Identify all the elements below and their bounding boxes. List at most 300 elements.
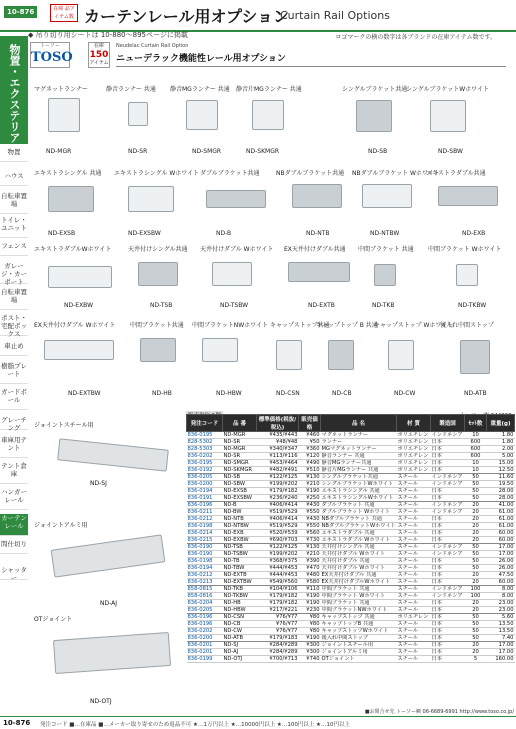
table-cell: 20: [465, 509, 487, 516]
product-name: シングルブラケット共通: [342, 86, 408, 93]
sidebar-item[interactable]: 樹脂プレート: [0, 362, 28, 384]
table-cell: 中間ブラケットNWホワイト: [321, 607, 397, 614]
table-cell: ¥217/¥221: [257, 607, 299, 614]
table-cell: 日本: [431, 628, 465, 635]
table-cell: 日本: [431, 607, 465, 614]
sidebar-item[interactable]: ハウス: [0, 172, 28, 186]
table-cell: 50: [465, 481, 487, 488]
product-cell: [284, 246, 356, 314]
table-cell: スチール: [397, 600, 431, 607]
table-cell: ND-ATB: [223, 635, 257, 642]
table-cell: MGマグネットランナー: [321, 446, 397, 453]
table-cell: ND-MGR: [223, 432, 257, 439]
product-cell: [34, 170, 106, 242]
table-cell: インドネシア: [431, 544, 463, 550]
table-cell: スチール: [397, 551, 431, 558]
joint-cell: [34, 614, 184, 710]
table-cell: 17.00: [487, 649, 515, 656]
table-row: [187, 614, 515, 621]
table-cell: ポリエチレン: [397, 460, 431, 467]
table-row: [187, 621, 515, 628]
product-cell: [374, 322, 454, 402]
table-cell: 828-5303: [187, 446, 223, 453]
table-cell: 静音ランナー 共通: [321, 453, 397, 460]
table-cell: 836-0198: [187, 523, 223, 530]
brand-maker: トーソー: [40, 43, 60, 49]
product-code: ND-EXSB: [48, 230, 76, 237]
joint-image: [51, 534, 166, 577]
table-cell: 858-0815: [187, 586, 223, 593]
table-cell: ¥50: [299, 439, 321, 446]
table-cell: ¥550: [299, 509, 321, 516]
product-name: EX天井付けダブル共通: [284, 246, 346, 253]
table-cell: 20: [465, 523, 487, 530]
table-cell: スチール: [397, 481, 431, 488]
product-name: 天井付けシングル共通: [128, 246, 188, 253]
column-header: 重量(g): [487, 415, 515, 432]
table-cell: キャップストップ 共通: [321, 614, 397, 621]
product-image: [288, 262, 350, 282]
table-cell: 836-0212: [187, 516, 223, 523]
table-cell: 23.00: [487, 607, 515, 614]
table-row: [187, 488, 515, 495]
column-header: 品 番: [223, 415, 257, 432]
product-code: ND-SBW: [438, 148, 463, 155]
page-title: カーテンレール用オプション: [84, 7, 290, 26]
table-cell: 836-0201: [187, 642, 223, 649]
table-cell: インドネシア: [431, 593, 463, 599]
table-cell: キャップトップB 共通: [321, 621, 397, 628]
product-image: [128, 186, 174, 212]
table-cell: 20: [465, 600, 487, 607]
product-code: ND-CW: [394, 390, 416, 397]
table-cell: ¥406/¥414: [257, 502, 299, 509]
table-cell: ジョイントアルミ用: [321, 649, 397, 656]
table-cell: ND-MGR: [223, 446, 257, 453]
table-cell: 836-0200: [187, 635, 223, 642]
joint-code: ND-AJ: [100, 600, 118, 607]
product-image: [48, 186, 94, 212]
joint-name: ジョイントスチール用: [34, 422, 94, 429]
product-code: ND-CB: [332, 390, 352, 397]
table-cell: 日本: [431, 558, 465, 565]
table-cell: 1.80: [487, 432, 515, 439]
table-cell: 日本: [431, 600, 465, 607]
page-footer: [0, 716, 516, 729]
table-cell: ND-B: [223, 502, 257, 509]
table-cell: 日本: [431, 488, 465, 495]
table-cell: ¥122/¥125: [257, 474, 299, 481]
product-name: シングルブラケットWホワイト: [406, 86, 490, 93]
product-cell: [440, 322, 510, 402]
sidebar-item[interactable]: 間仕切り: [0, 540, 28, 554]
table-cell: EX天井付けダブルWホワイト: [321, 579, 397, 586]
product-name: 中間ブラケット共通: [130, 322, 184, 329]
stock-badge: 在庫 品アイテム数: [50, 4, 78, 22]
table-cell: ND-CB: [223, 621, 257, 628]
table-cell: ¥130: [299, 474, 321, 481]
sidebar-item[interactable]: フェンス: [0, 242, 28, 256]
product-image: [388, 340, 414, 370]
sidebar-main-category[interactable]: 物置・エクステリア: [0, 36, 28, 144]
table-cell: 中間ブラケット 共通: [321, 586, 397, 593]
product-name: 中間ブラケット Wホワイト: [428, 246, 502, 253]
table-cell: 日本: [431, 467, 465, 474]
table-cell: ¥444/¥453: [257, 572, 299, 579]
table-cell: ポリエチレン: [397, 439, 431, 446]
category-sidebar: [0, 36, 28, 716]
sidebar-item[interactable]: グレーチング: [1, 416, 27, 432]
table-cell: 836-0194: [187, 565, 223, 572]
table-cell: 2.00: [487, 446, 515, 453]
table-cell: 10: [465, 460, 487, 467]
table-cell: 日本: [431, 530, 465, 537]
joint-cell: [34, 520, 184, 620]
table-cell: 20: [465, 530, 487, 537]
table-cell: EX天井付けダブル 共通: [321, 572, 397, 579]
table-cell: ND-TSBW: [223, 551, 257, 558]
table-cell: 50: [465, 544, 487, 551]
table-cell: ¥490: [299, 460, 321, 467]
joint-cell: [34, 420, 184, 516]
table-cell: 20: [465, 649, 487, 656]
table-cell: 60.00: [487, 530, 515, 537]
table-cell: ¥520/¥539: [257, 530, 299, 537]
sidebar-item[interactable]: 自転車置場: [0, 192, 28, 214]
product-image: [276, 340, 302, 370]
table-cell: 836-0190: [187, 544, 223, 551]
product-image: [212, 262, 252, 286]
product-code: ND-EXB: [462, 230, 486, 237]
table-cell: 5.00: [487, 453, 515, 460]
table-cell: 28.00: [487, 488, 515, 495]
column-header: ｾｯﾄ数: [465, 415, 487, 432]
table-cell: スチール: [397, 656, 431, 663]
table-row: [187, 656, 515, 663]
table-cell: スチール: [397, 649, 431, 656]
table-cell: 中間ブラケット Wホワイト: [321, 593, 397, 600]
product-code: ND-CSN: [276, 390, 300, 397]
table-cell: ND-TSB: [223, 544, 257, 551]
product-code: ND-TKBW: [458, 302, 487, 309]
table-cell: 836-0194: [187, 488, 223, 495]
table-cell: 836-0195: [187, 460, 223, 467]
table-row: [187, 509, 515, 516]
product-image: [140, 338, 176, 362]
table-cell: 828-5302: [187, 439, 223, 446]
product-image: [328, 340, 354, 370]
table-row: [187, 495, 515, 502]
product-image: [48, 98, 80, 132]
table-cell: ¥300: [299, 642, 321, 649]
joint-name: ジョイントアルミ用: [34, 522, 88, 529]
table-cell: ポリエチレン: [397, 467, 431, 474]
table-cell: 日本: [431, 621, 465, 628]
table-cell: 日本: [431, 579, 465, 586]
sidebar-item[interactable]: シャッター: [1, 566, 27, 582]
table-cell: 17.00: [487, 642, 515, 649]
product-cell: [358, 246, 426, 314]
product-code: ND-NTBW: [370, 230, 400, 237]
stock-count: 150: [89, 50, 109, 60]
product-cell: [270, 322, 330, 402]
footer-page-number: 10-876: [3, 719, 31, 727]
table-cell: ¥230: [299, 607, 321, 614]
table-cell: シングルブラケットWホワイト: [321, 481, 397, 488]
stock-unit: アイテム: [89, 60, 109, 66]
sidebar-item[interactable]: ハンガーレール: [0, 488, 28, 510]
table-row: [187, 474, 515, 481]
table-cell: インドネシア: [431, 586, 463, 592]
product-code: ND-EXBW: [64, 302, 94, 309]
product-code: ND-MGR: [46, 148, 72, 155]
product-cell: [106, 86, 170, 158]
table-cell: 47.50: [487, 572, 515, 579]
table-cell: 天井付けダブル Wホワイト: [321, 551, 397, 558]
product-code: ND-SR: [128, 148, 148, 155]
sidebar-item[interactable]: トイレ・ユニット: [0, 216, 28, 238]
table-cell: 60.00: [487, 537, 515, 544]
table-cell: 20: [465, 642, 487, 649]
product-image: [128, 102, 148, 126]
product-code: ND-TSB: [150, 302, 173, 309]
table-row: [187, 586, 515, 593]
table-cell: ¥80: [299, 621, 321, 628]
table-cell: ¥480: [299, 572, 321, 579]
table-cell: ¥430: [299, 502, 321, 509]
table-cell: ¥390: [299, 558, 321, 565]
product-code: ND-SMGR: [192, 148, 222, 155]
table-row: [187, 446, 515, 453]
table-row: [187, 432, 515, 439]
table-cell: ¥80: [299, 614, 321, 621]
table-cell: ND-HB: [223, 600, 257, 607]
product-name: エキストラシングル Wホワイト: [114, 170, 200, 177]
table-cell: 836-0204: [187, 600, 223, 607]
table-cell: ¥199/¥202: [257, 481, 299, 488]
table-cell: ¥444/¥453: [257, 565, 299, 572]
table-cell: ND-HBW: [223, 607, 257, 614]
table-cell: 20: [465, 537, 487, 544]
table-cell: 836-0190: [187, 551, 223, 558]
table-cell: ¥48/¥48: [257, 439, 299, 446]
table-cell: スチール: [397, 579, 431, 586]
table-cell: 61.00: [487, 509, 515, 516]
table-cell: 836-0196: [187, 502, 223, 509]
table-row: [187, 523, 515, 530]
table-cell: ND-TKB: [223, 586, 257, 593]
table-cell: 日本: [431, 453, 465, 460]
page-number: 10-876: [4, 6, 37, 18]
table-cell: ND-OTJ: [223, 656, 257, 663]
table-row: [187, 460, 515, 467]
table-cell: ND-EXTBW: [223, 579, 257, 586]
column-header: 製造国: [431, 415, 465, 432]
table-row: [187, 649, 515, 656]
table-cell: 日本: [431, 649, 465, 656]
product-name: 静音MGランナー 共通: [170, 86, 230, 93]
table-cell: 後入れ中間ストップ: [321, 635, 397, 642]
table-cell: ¥435/¥443: [257, 432, 299, 439]
product-code: ND-TSBW: [220, 302, 249, 309]
product-name: EX天井付けダブル Wホワイト: [34, 322, 116, 329]
product-image: [362, 184, 412, 208]
product-name: 静音片MGランナー 共通: [236, 86, 302, 93]
table-cell: 836-0214: [187, 530, 223, 537]
table-cell: 天井付けダブル Wホワイト: [321, 565, 397, 572]
table-cell: NBダブルブラケットWホワイト: [321, 523, 396, 529]
table-cell: 50: [465, 558, 487, 565]
table-cell: ¥210: [299, 481, 321, 488]
table-cell: ¥190: [299, 600, 321, 607]
table-cell: ランナー: [321, 439, 397, 446]
table-cell: ND-SMGR: [223, 460, 257, 467]
table-cell: 836-0195: [187, 432, 223, 439]
table-cell: ¥210: [299, 551, 321, 558]
product-name: 中間ブラケットNWホワイト: [192, 322, 268, 329]
table-cell: ダブルブラケット 共通: [321, 502, 397, 509]
table-cell: 13.50: [487, 621, 515, 628]
table-cell: スチール: [397, 586, 431, 593]
sidebar-item[interactable]: 物置: [0, 148, 28, 162]
brand-logo: [30, 42, 73, 68]
table-row: [187, 565, 515, 572]
table-cell: ¥406/¥414: [257, 516, 299, 523]
table-cell: 10: [465, 467, 487, 474]
sidebar-item[interactable]: ガレージ・カーポート: [1, 262, 27, 286]
table-cell: ¥250: [299, 495, 321, 502]
table-cell: 天井付けシングル 共通: [321, 544, 397, 551]
sidebar-item-active[interactable]: カーテンレール: [0, 514, 28, 536]
table-cell: スチール: [397, 502, 431, 509]
product-cell: [426, 170, 510, 242]
table-cell: ¥76/¥77: [257, 628, 299, 635]
table-row: [187, 642, 515, 649]
table-cell: 20: [465, 607, 487, 614]
table-cell: ND-AJ: [223, 649, 257, 656]
table-cell: ND-TB: [223, 558, 257, 565]
table-cell: ¥179/¥183: [257, 635, 299, 642]
table-cell: ¥190: [299, 593, 321, 600]
table-cell: スチール: [397, 558, 431, 565]
table-cell: 836-0211: [187, 509, 223, 516]
table-cell: 836-0191: [187, 495, 223, 502]
product-image: [202, 338, 238, 362]
table-cell: 28.00: [487, 495, 515, 502]
table-cell: 836-0200: [187, 481, 223, 488]
table-cell: 858-0816: [187, 593, 223, 600]
table-cell: 26.00: [487, 558, 515, 565]
product-cell: [34, 322, 126, 402]
table-row: [187, 516, 515, 523]
table-cell: 日本: [431, 656, 465, 663]
joint-image: [57, 438, 169, 471]
table-cell: 15.00: [487, 460, 515, 467]
product-cell: [200, 246, 272, 314]
table-cell: ¥340/¥347: [257, 446, 299, 453]
table-cell: 日本: [431, 565, 465, 572]
product-code: ND-ATB: [464, 390, 487, 397]
table-cell: ND-CSN: [223, 614, 257, 621]
sidebar-item[interactable]: ポスト・宅配ボックス: [1, 314, 27, 338]
table-cell: ¥199/¥202: [257, 551, 299, 558]
table-cell: 50: [465, 565, 487, 572]
table-cell: ¥190: [299, 488, 321, 495]
table-cell: ND-NTBW: [223, 523, 257, 530]
table-cell: 50: [465, 488, 487, 495]
table-header-row: [187, 415, 515, 432]
table-row: [187, 607, 515, 614]
series-name-en: Neudelac Curtain Rail Option: [116, 43, 189, 49]
table-cell: スチール: [397, 537, 431, 544]
table-cell: 11.60: [487, 474, 515, 481]
product-image: [292, 184, 342, 208]
table-cell: 836-0196: [187, 614, 223, 621]
table-row: [187, 530, 515, 537]
table-row: [187, 537, 515, 544]
table-cell: ¥179/¥182: [257, 600, 299, 607]
table-cell: インドネシア: [431, 432, 463, 438]
joint-code: ND-OTJ: [90, 698, 112, 705]
table-cell: 12.50: [487, 467, 515, 474]
sidebar-item[interactable]: ガードポール: [0, 388, 28, 410]
table-cell: ¥179/¥182: [257, 593, 299, 600]
table-cell: ¥76/¥77: [257, 621, 299, 628]
product-name: NBダブルブラケット Wホワイト: [352, 170, 440, 177]
sidebar-item[interactable]: 車庫用テント: [0, 436, 28, 458]
table-row: [187, 579, 515, 586]
product-image: [138, 262, 178, 286]
table-cell: 8.00: [487, 593, 515, 600]
sidebar-item[interactable]: 車止め: [0, 342, 28, 356]
table-cell: 50: [465, 495, 487, 502]
table-cell: 600: [465, 439, 487, 446]
table-cell: 50: [465, 635, 487, 642]
table-cell: ¥453/¥464: [257, 460, 299, 467]
table-cell: 600: [465, 453, 487, 460]
table-row: [187, 600, 515, 607]
table-cell: ND-EXSBW: [223, 495, 257, 502]
table-cell: ¥236/¥240: [257, 495, 299, 502]
table-row: [187, 544, 515, 551]
table-cell: ポリエチレン: [397, 614, 431, 621]
column-header: 品 名: [321, 415, 397, 432]
table-cell: ¥580: [299, 579, 321, 586]
reference-note: ◆ 吊り切り用シートは 10-880～895ページに掲載: [28, 31, 188, 39]
product-name: 静音ランナー 共通: [106, 86, 156, 93]
sidebar-item[interactable]: 自転車置場: [0, 288, 28, 310]
table-cell: 天井付けダブル 共通: [321, 558, 397, 565]
product-cell: [342, 86, 410, 158]
table-cell: スチール: [397, 488, 431, 495]
sidebar-item[interactable]: テント倉庫: [0, 462, 28, 484]
table-cell: スチール: [397, 495, 431, 502]
table-cell: 17.00: [487, 551, 515, 558]
product-name: ダブルブラケット共通: [200, 170, 260, 177]
product-name: キャップストップ共通: [270, 322, 330, 329]
table-cell: 61.00: [487, 523, 515, 530]
table-cell: ¥549/¥560: [257, 579, 299, 586]
table-cell: 23.00: [487, 600, 515, 607]
table-cell: 60.00: [487, 579, 515, 586]
series-rule: [116, 66, 506, 67]
table-row: [187, 439, 515, 446]
table-cell: ¥550: [299, 523, 321, 530]
product-code: ND-EXSBW: [128, 230, 161, 237]
table-cell: 600: [465, 446, 487, 453]
product-cell: [34, 86, 104, 158]
stock-label: 在庫: [93, 43, 104, 49]
